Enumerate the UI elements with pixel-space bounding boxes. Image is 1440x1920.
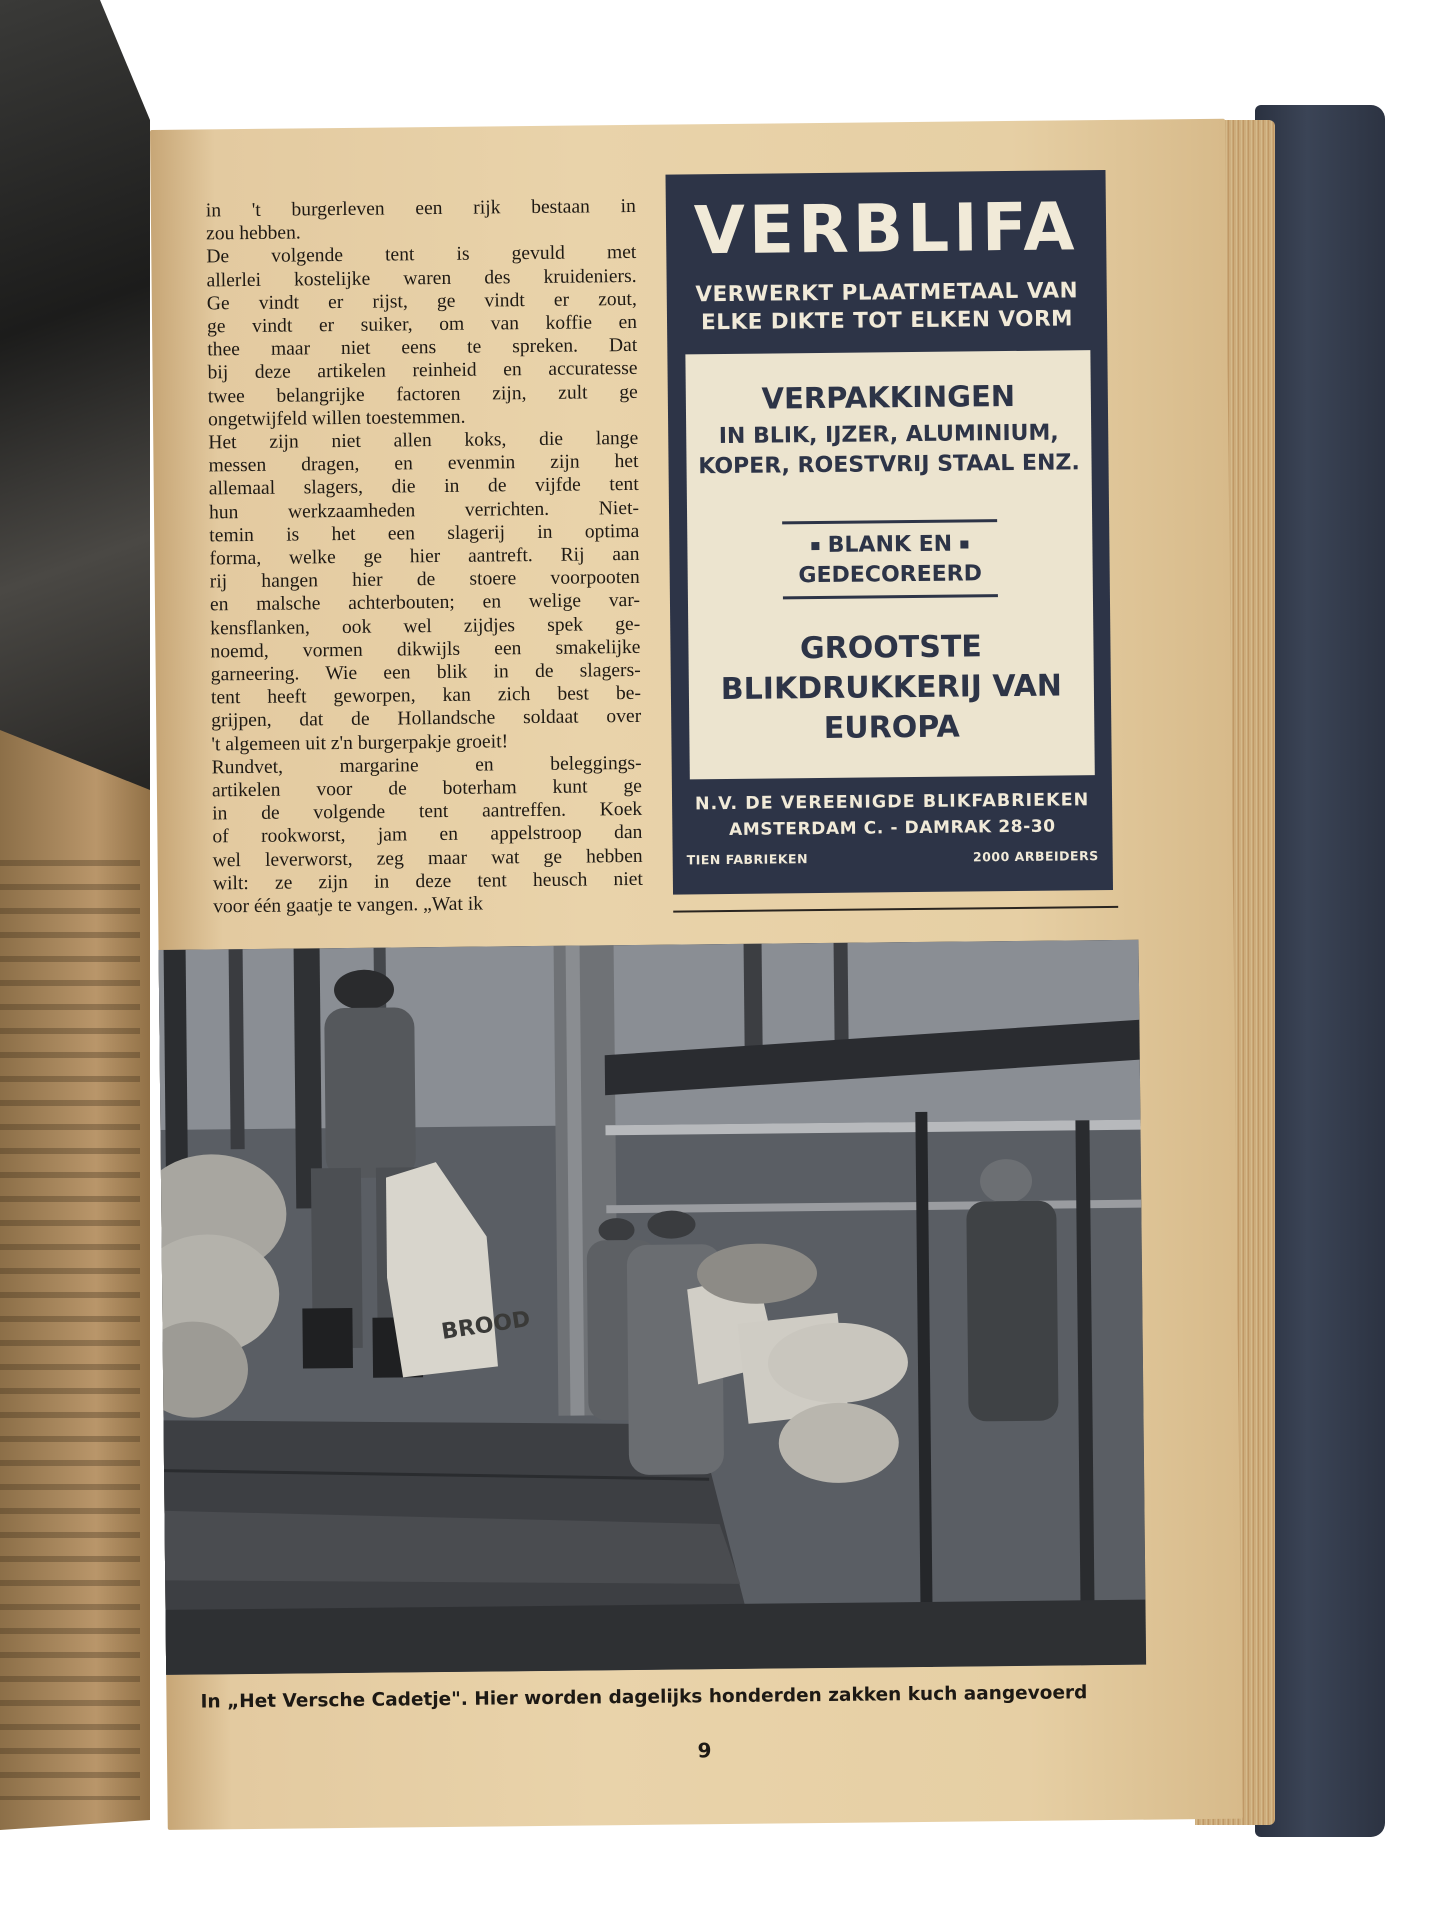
article-line: rij hangen hier de stoere voorpooten <box>209 567 640 593</box>
ad-finish-text-1: BLANK EN <box>827 531 953 558</box>
article-line: grijpen, dat de Hollandsche soldaat over <box>211 706 642 732</box>
ad-tagline-2: ELKE DIKTE TOT ELKEN VORM <box>700 306 1074 336</box>
ad-claim-1: GROOTSTE <box>799 629 983 667</box>
article-line: voor één gaatje te vangen. „Wat ik <box>213 893 484 918</box>
photo-illustration <box>150 940 1146 1675</box>
page-number: 9 <box>697 1738 712 1763</box>
ad-tagline-1: VERWERKT PLAATMETAAL VAN <box>695 278 1079 308</box>
article-line: twee belangrijke factoren zijn, zult ge <box>207 381 638 408</box>
bullet-square-icon <box>812 542 820 550</box>
ad-finish-line-2: GEDECOREERD <box>798 561 983 589</box>
ad-rule-bottom <box>783 594 998 599</box>
article-line: forma, welke ge hier aantreft. Rij aan <box>209 543 640 570</box>
article-line: allerlei kostelijke waren des kruideniers. <box>206 265 637 292</box>
article-line: 't algemeen uit z'n burgerpakje groeit! <box>211 730 509 756</box>
article-line: kensflanken, ook wel zijdjes spek ge- <box>210 613 641 640</box>
ad-brand: VERBLIFA <box>693 188 1079 270</box>
article-line: De volgende tent is gevuld met <box>206 242 637 268</box>
ad-finish-line-1 <box>687 530 1092 559</box>
sack-label: BROOD <box>439 1306 532 1345</box>
article-line: in de volgende tent aantreffen. Koek <box>212 799 643 825</box>
article-line: artikelen voor de boterham kunt ge <box>211 775 643 802</box>
article-line: temin is het een slagerij in optima <box>209 520 640 547</box>
ad-products-title: VERPAKKINGEN <box>761 378 1016 416</box>
article-line: in 't burgerleven een rijk bestaan in <box>205 195 636 222</box>
ad-rule-top <box>782 519 997 524</box>
ad-address: AMSTERDAM C. - DAMRAK 28-30 <box>728 816 1056 840</box>
section-divider <box>673 906 1118 913</box>
bread-tent-photo <box>150 940 1146 1675</box>
magazine-page <box>150 119 1243 1830</box>
article-line: ongetwijfeld willen toestemmen. <box>207 406 466 431</box>
article-text-column <box>206 195 644 939</box>
article-line: noemd, vormen dikwijls een smakelijke <box>210 636 641 663</box>
article-line: hun werkzaamheden verrichten. Niet- <box>208 497 640 524</box>
article-line: Het zijn niet allen koks, die lange <box>208 427 639 454</box>
ad-products-line-2: KOPER, ROESTVRIJ STAAL ENZ. <box>698 450 1080 480</box>
ad-claim-2: BLIKDRUKKERIJ VAN <box>720 668 1063 708</box>
article-line: Ge vindt er rijst, ge vindt er zout, <box>206 288 637 315</box>
article-line: garneering. Wie een blik in de slagers- <box>210 659 641 686</box>
ad-products-line-1: IN BLIK, IJZER, ALUMINIUM, <box>718 420 1059 450</box>
article-line: zou hebben. <box>205 222 301 245</box>
ad-workers: 2000 ARBEIDERS <box>972 848 1099 865</box>
article-line: en malsche achterbouten; en welige var- <box>209 590 641 616</box>
article-line: ge vindt er suiker, om van koffie en <box>206 311 638 338</box>
article-line: wel leverworst, zeg maar wat ge hebben <box>212 845 643 872</box>
ad-factories: TIEN FABRIEKEN <box>686 851 809 868</box>
article-line: messen dragen, en evenmin zijn het <box>208 451 639 477</box>
article-line: thee maar niet eens te spreken. Dat <box>207 335 638 361</box>
verblifa-advertisement <box>665 170 1113 895</box>
ad-inner-panel <box>685 350 1094 779</box>
left-page-photo <box>0 0 150 790</box>
article-line: tent heeft geworpen, kan zich best be- <box>210 683 642 709</box>
article-line: Rundvet, margarine en beleggings- <box>211 752 642 779</box>
photo-caption: In „Het Versche Cadetje". Hier worden dagelijks honderden zakken kuch aangevoerd <box>200 1682 1088 1713</box>
article-line: wilt: ze zijn in deze tent heusch niet <box>212 868 643 895</box>
bullet-square-icon <box>960 540 968 548</box>
article-line: bij deze artikelen reinheid en accuratesse <box>207 358 638 384</box>
article-line: allemaal slagers, die in de vijfde tent <box>208 474 639 500</box>
ad-claim-3: EUROPA <box>823 709 960 746</box>
left-page-text-fragment <box>0 860 140 1800</box>
article-line: of rookworst, jam en appelstroop dan <box>212 822 643 848</box>
ad-company: N.V. DE VEREENIGDE BLIKFABRIEKEN <box>694 790 1090 815</box>
